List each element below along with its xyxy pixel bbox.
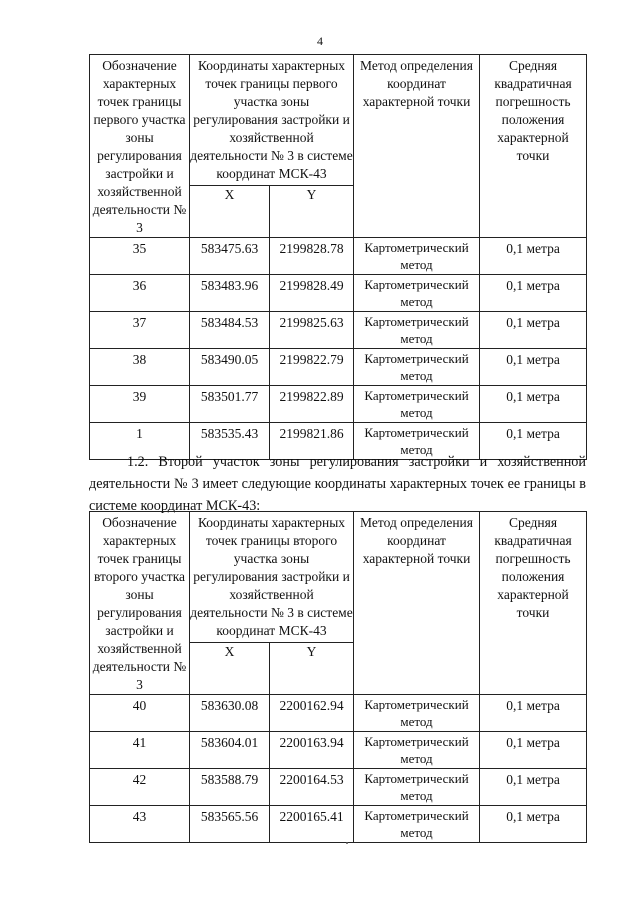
point-id: 41 — [90, 732, 190, 769]
table-row — [90, 386, 587, 423]
x-value: 583483.96 — [190, 275, 270, 312]
error: 0,1 метра — [480, 695, 587, 732]
y-value: 2200162.94 — [270, 695, 354, 732]
table-row — [90, 275, 587, 312]
method: Картометрический метод — [354, 386, 480, 423]
method: Картометрический метод — [354, 275, 480, 312]
y-value: 2200164.53 — [270, 769, 354, 806]
header-y: Y — [270, 643, 354, 695]
header-point-designation: Обозначение характерных точек границы первого участка зоны регулирования застройки и хозяйственной деятельности № 3 — [90, 55, 190, 238]
table-row — [90, 769, 587, 806]
method: Картометрический метод — [354, 312, 480, 349]
point-id: 38 — [90, 349, 190, 386]
y-value: 2200165.41 — [270, 806, 354, 843]
x-value: 583501.77 — [190, 386, 270, 423]
method: Картометрический метод — [354, 769, 480, 806]
header-error: Средняя квадратичная погрешность положения характерной точки — [480, 55, 587, 238]
method: Картометрический метод — [354, 349, 480, 386]
error: 0,1 метра — [480, 769, 587, 806]
header-coordinates: Координаты характерных точек границы второго участка зоны регулирования застройки и хозяйственной деятельности № 3 в системе координат МСК-43 — [190, 512, 354, 643]
method: Картометрический метод — [354, 423, 480, 460]
y-value: 2200163.94 — [270, 732, 354, 769]
table-row — [90, 732, 587, 769]
y-value: 2199828.49 — [270, 275, 354, 312]
error: 0,1 метра — [480, 238, 587, 275]
coordinates-table-1 — [89, 54, 587, 460]
y-value: 2199825.63 — [270, 312, 354, 349]
section-paragraph — [89, 451, 586, 517]
point-id: 35 — [90, 238, 190, 275]
x-value: 583604.01 — [190, 732, 270, 769]
header-error: Средняя квадратичная погрешность положения характерной точки — [480, 512, 587, 695]
point-id: 40 — [90, 695, 190, 732]
y-value: 2199821.86 — [270, 423, 354, 460]
error: 0,1 метра — [480, 275, 587, 312]
y-value: 2199822.79 — [270, 349, 354, 386]
method: Картометрический метод — [354, 732, 480, 769]
method: Картометрический метод — [354, 238, 480, 275]
header-method: Метод определения координат характерной точки — [354, 512, 480, 695]
header-y: Y — [270, 186, 354, 238]
table-row — [90, 806, 587, 843]
table-row — [90, 312, 587, 349]
coordinates-table-2 — [89, 511, 587, 843]
x-value: 583490.05 — [190, 349, 270, 386]
scan-speck — [346, 842, 348, 844]
x-value: 583484.53 — [190, 312, 270, 349]
paragraph-text: 1.2. Второй участок зоны регулирования застройки и хозяйственной деятельности № 3 имеет следующие координаты характерных точек ее границы в системе координат МСК-43: — [89, 454, 586, 514]
header-method: Метод определения координат характерной точки — [354, 55, 480, 238]
error: 0,1 метра — [480, 312, 587, 349]
table-row — [90, 238, 587, 275]
error: 0,1 метра — [480, 423, 587, 460]
error: 0,1 метра — [480, 732, 587, 769]
error: 0,1 метра — [480, 349, 587, 386]
point-id: 43 — [90, 806, 190, 843]
point-id: 37 — [90, 312, 190, 349]
x-value: 583565.56 — [190, 806, 270, 843]
header-x: X — [190, 186, 270, 238]
table-2-body — [90, 695, 587, 843]
x-value: 583588.79 — [190, 769, 270, 806]
page-number: 4 — [317, 34, 323, 48]
header-x: X — [190, 643, 270, 695]
header-coordinates: Координаты характерных точек границы первого участка зоны регулирования застройки и хозяйственной деятельности № 3 в системе координат МСК-43 — [190, 55, 354, 186]
method: Картометрический метод — [354, 806, 480, 843]
x-value: 583630.08 — [190, 695, 270, 732]
table-1-body — [90, 238, 587, 460]
error: 0,1 метра — [480, 806, 587, 843]
table-row — [90, 695, 587, 732]
point-id: 36 — [90, 275, 190, 312]
method: Картометрический метод — [354, 695, 480, 732]
header-point-designation: Обозначение характерных точек границы второго участка зоны регулирования застройки и хозяйственной деятельности № 3 — [90, 512, 190, 695]
table-row — [90, 349, 587, 386]
error: 0,1 метра — [480, 386, 587, 423]
x-value: 583475.63 — [190, 238, 270, 275]
y-value: 2199822.89 — [270, 386, 354, 423]
point-id: 1 — [90, 423, 190, 460]
point-id: 42 — [90, 769, 190, 806]
y-value: 2199828.78 — [270, 238, 354, 275]
point-id: 39 — [90, 386, 190, 423]
x-value: 583535.43 — [190, 423, 270, 460]
